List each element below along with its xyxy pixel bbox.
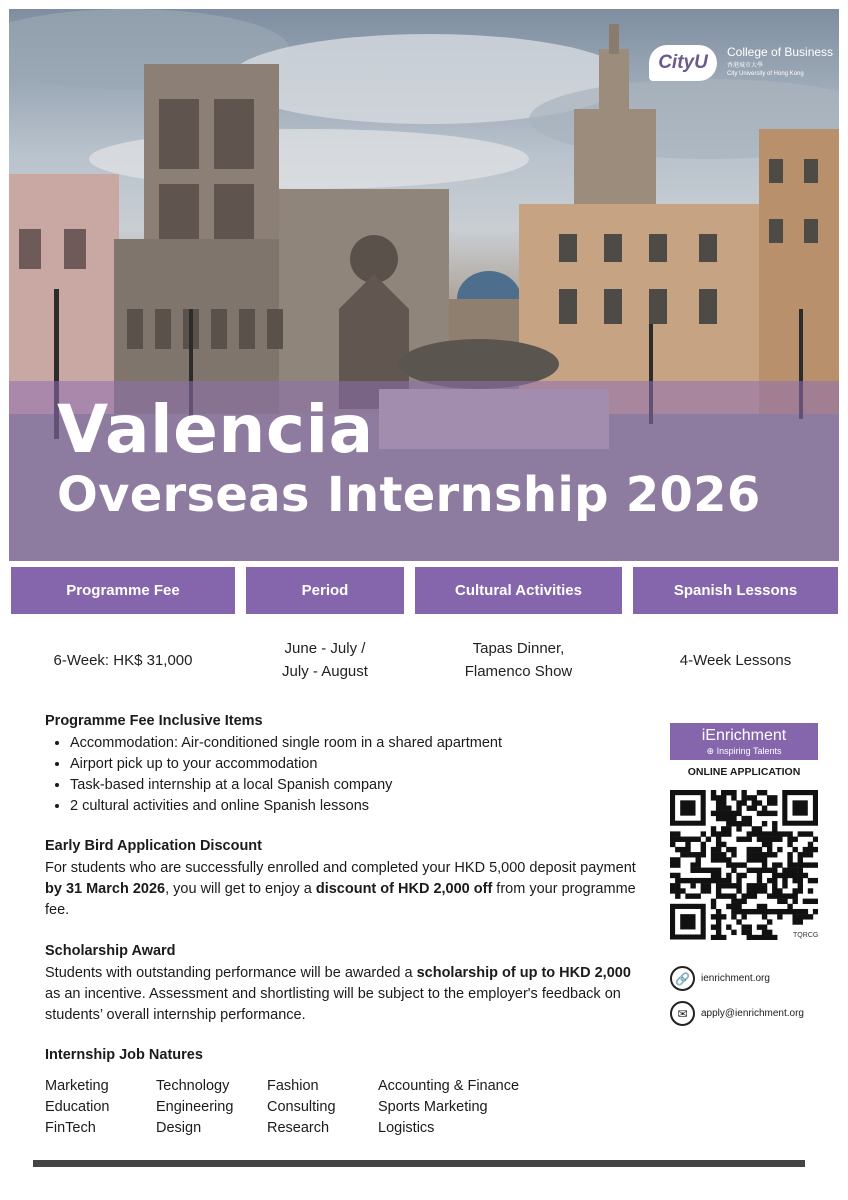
university-name: 香港城市大學 City University of Hong Kong — [727, 63, 804, 77]
globe-icon: ⊕ — [706, 746, 715, 756]
page-title-city: Valencia — [57, 391, 374, 468]
job-item: Design — [156, 1120, 202, 1136]
list-item: • 2 cultural activities and online Spanish lessons — [70, 796, 502, 817]
job-item: Accounting & Finance — [378, 1078, 520, 1094]
job-column — [45, 1076, 110, 1139]
college-name: College of Business — [727, 45, 834, 59]
header-period: Period — [246, 567, 404, 614]
job-column — [156, 1076, 233, 1139]
footer-divider — [33, 1160, 805, 1167]
job-item: Marketing — [45, 1078, 109, 1094]
job-item: FinTech — [45, 1120, 96, 1136]
inclusive-items-title: Programme Fee Inclusive Items — [45, 713, 263, 729]
link-icon: 🔗 — [670, 966, 695, 991]
value-cultural-activities: Tapas Dinner, Flamenco Show — [464, 640, 573, 680]
email-link[interactable]: apply@ienrichment.org — [701, 1008, 804, 1019]
value-period: June - July / July - August — [282, 640, 368, 680]
early-bird-text: For students who are successfully enrolled and completed your HKD 5,000 deposit payment by 31 March 2026, you will get to enjoy a discount of HKD 2,000 off from your programme fee. — [45, 860, 636, 918]
job-column — [378, 1076, 519, 1139]
email-contact[interactable] — [670, 1001, 804, 1026]
qr-generator-label: TQRCG — [793, 932, 818, 939]
scholarship-title: Scholarship Award — [45, 943, 176, 959]
job-item: Technology — [156, 1078, 230, 1094]
job-item: Logistics — [378, 1120, 435, 1136]
value-programme-fee: 6-Week: HK$ 31,000 — [53, 651, 193, 669]
value-spanish-lessons: 4-Week Lessons — [679, 651, 792, 669]
job-item: Engineering — [156, 1099, 234, 1115]
list-item: • Accommodation: Air-conditioned single room in a shared apartment — [70, 733, 502, 754]
website-link[interactable]: ienrichment.org — [701, 973, 770, 984]
list-item: • Task-based internship at a local Spanish company — [70, 775, 502, 796]
cityu-logo — [645, 35, 835, 95]
job-item: Education — [45, 1099, 110, 1115]
online-application-label: ONLINE APPLICATION — [687, 766, 801, 778]
job-item: Fashion — [267, 1078, 319, 1094]
job-natures-title: Internship Job Natures — [45, 1047, 203, 1063]
page-title-programme: Overseas Internship 2026 — [57, 467, 761, 523]
header-programme-fee: Programme Fee — [11, 567, 235, 614]
cityu-logo-mark: CityU — [649, 45, 717, 81]
ienrichment-tagline: ⊕ Inspiring Talents — [706, 746, 782, 756]
website-contact[interactable] — [670, 966, 770, 991]
ienrichment-brand: iEnrichment — [701, 727, 787, 744]
header-spanish-lessons: Spanish Lessons — [633, 567, 838, 614]
application-qr-code[interactable] — [670, 790, 818, 940]
mail-icon: ✉ — [670, 1001, 695, 1026]
scholarship-text: Students with outstanding performance will be awarded a scholarship of up to HKD 2,000 as an incentive. Assessment and shortlisting will be subject to the employer's feedback on students’ overall internship performance. — [45, 965, 631, 1023]
list-item: • Airport pick up to your accommodation — [70, 754, 502, 775]
job-item: Sports Marketing — [378, 1099, 488, 1115]
inclusive-items-list — [70, 733, 502, 817]
ienrichment-logo — [670, 723, 818, 760]
job-item: Consulting — [267, 1099, 336, 1115]
hero-banner — [9, 9, 839, 561]
job-column — [267, 1076, 336, 1139]
job-item: Research — [267, 1120, 330, 1136]
header-cultural-activities: Cultural Activities — [415, 567, 622, 614]
early-bird-title: Early Bird Application Discount — [45, 838, 262, 854]
